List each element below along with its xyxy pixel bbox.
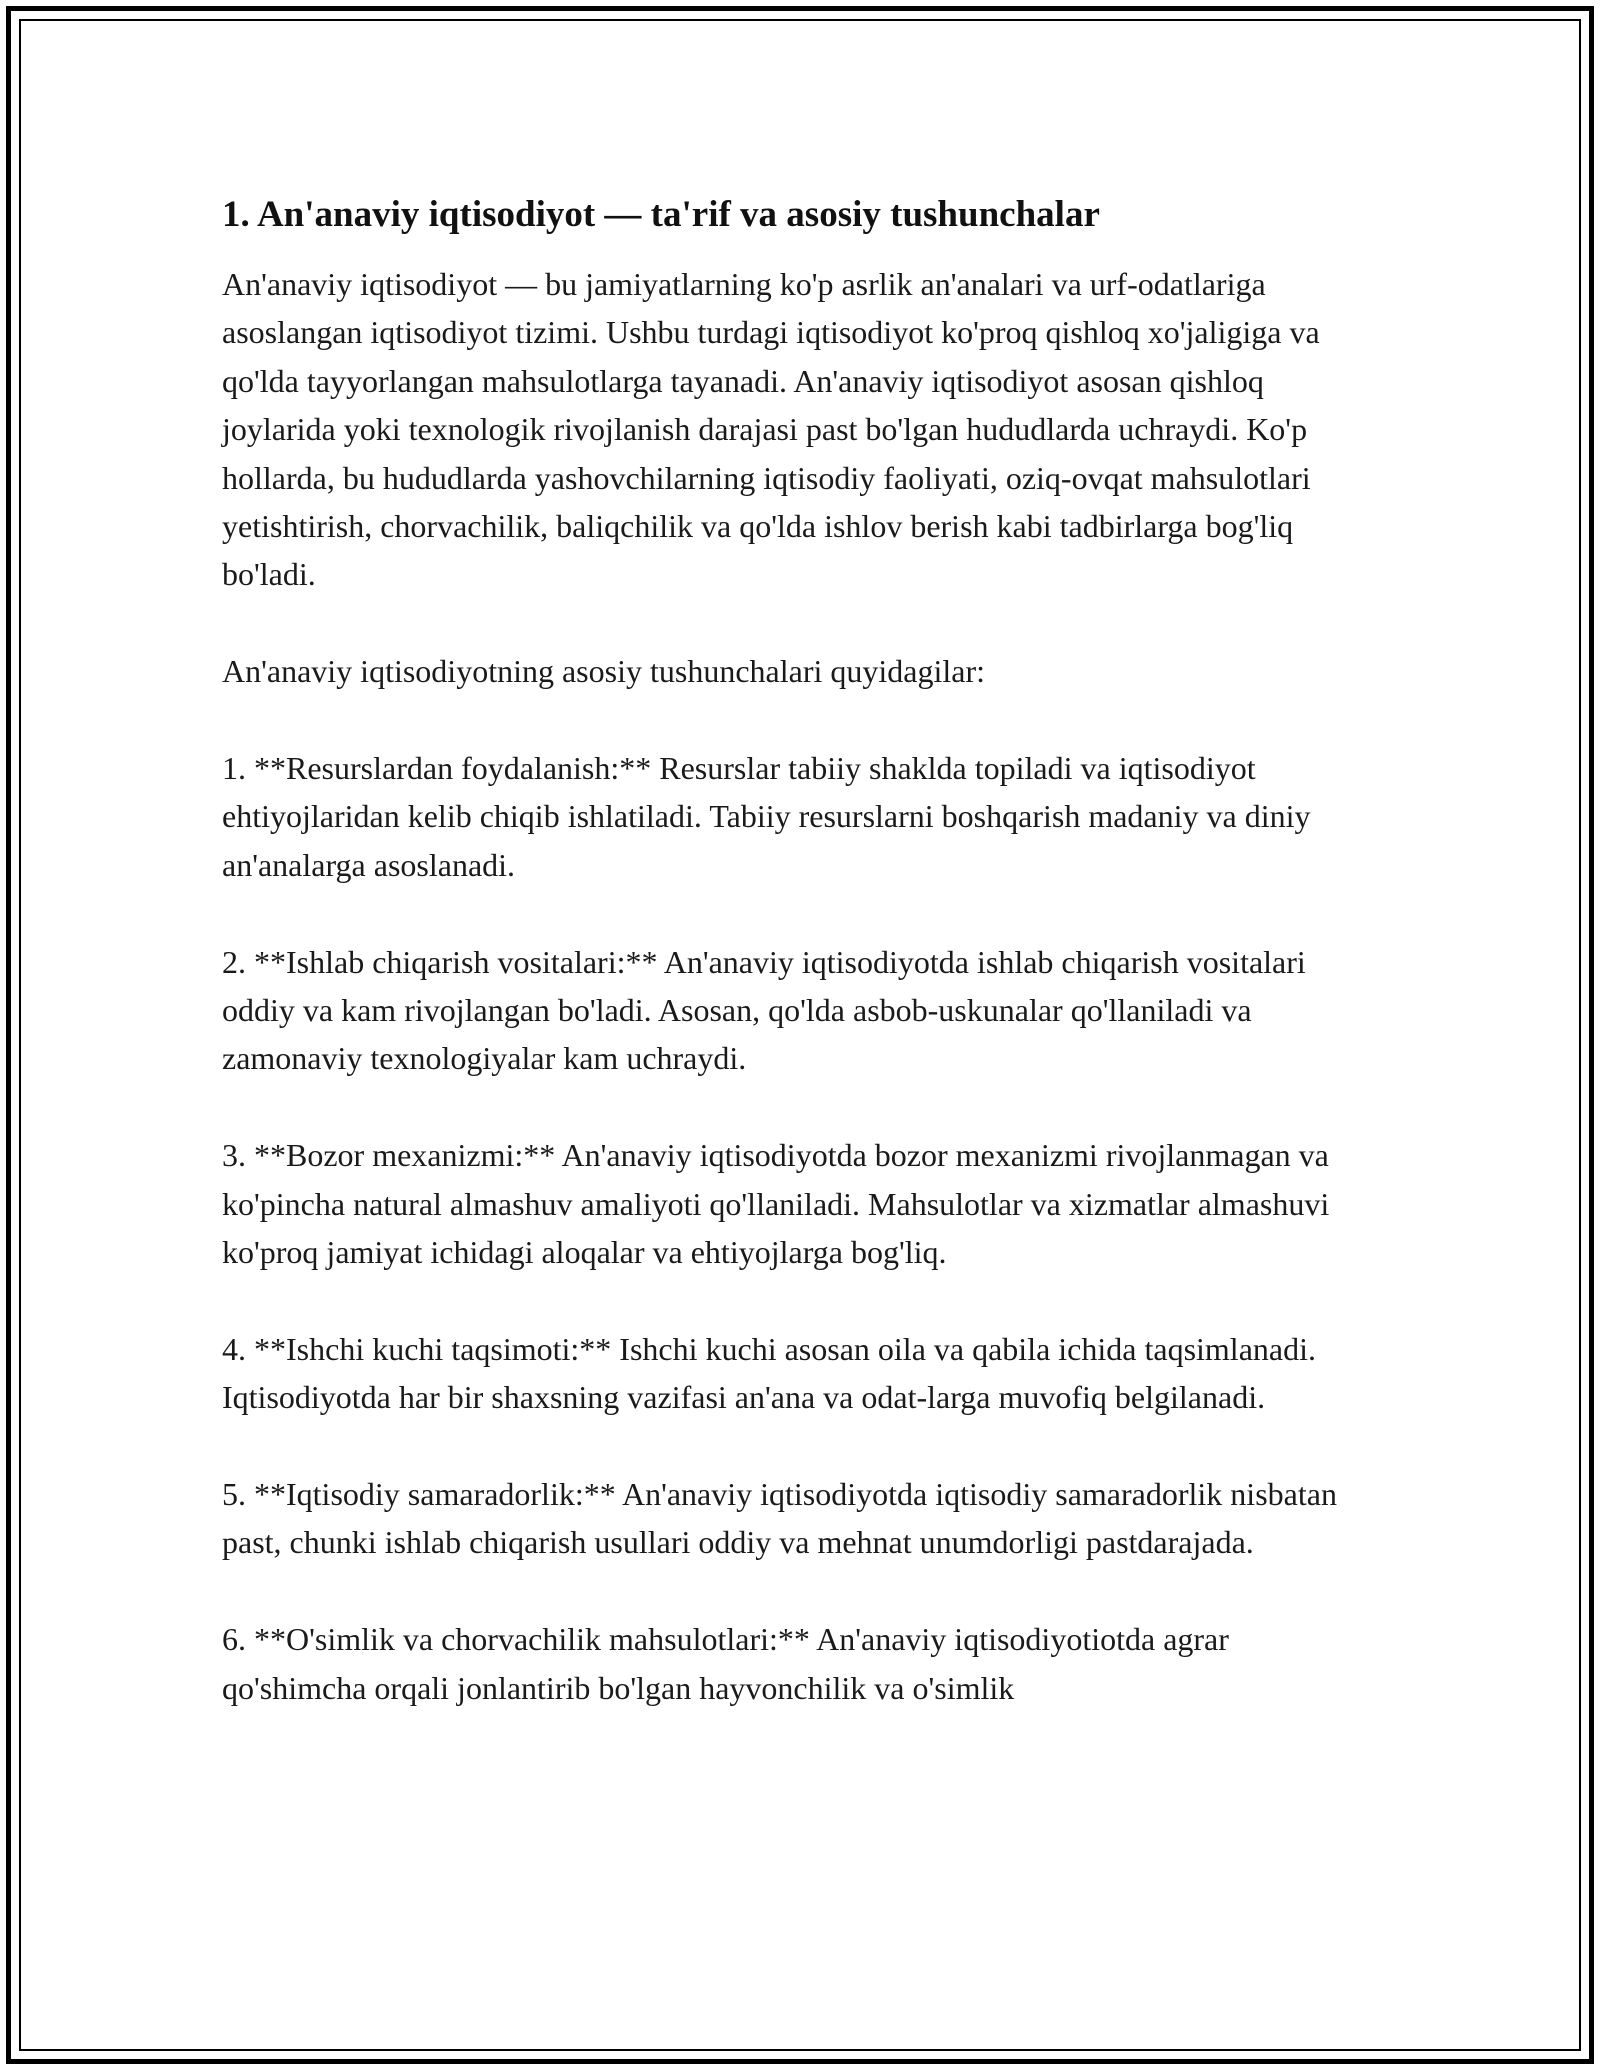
list-item-means-of-production: 2. **Ishlab chiqarish vositalari:** An'anaviy iqtisodiyotda ishlab chiqarish vositalari oddiy va kam rivojlangan bo'ladi. Asosan, qo'lda asbob-uskunalar qo'llaniladi va zamonaviy texnologiyalar kam uchraydi. [222, 943, 1306, 1077]
intro-paragraph: An'anaviy iqtisodiyot — bu jamiyatlarning ko'p asrlik an'analari va urf-odatlariga asoslangan iqtisodiyot tizimi. Ushbu turdagi iqtisodiyot ko'proq qishloq xo'jaligiga va qo'lda tayyorlangan mahsulotlarga tayanadi. An'anaviy iqtisodiyot asosan qishloq joylarida yoki texnologik rivojlanish darajasi past bo'lgan hududlarda uchraydi. Ko'p hollarda, bu hududlarda yashovchilarning iqtisodiy faoliyati, oziq-ovqat mahsulotlari yetishtirish, chorvachilik, baliqchilik va qo'lda ishlov berish kabi tadbirlarga bog'liq bo'ladi. [222, 266, 1320, 593]
list-item-resources: 1. **Resurslardan foydalanish:** Resurslar tabiiy shaklda topiladi va iqtisodiyot ehtiyojlaridan kelib chiqib ishlatiladi. Tabiiy resurslarni boshqarish madaniy va diniy an'analarga asoslanadi. [222, 750, 1311, 883]
list-item-plant-livestock-products: 6. **O'simlik va chorvachilik mahsulotlari:** An'anaviy iqtisodiyotiotda agrar qo'shimcha orqali jonlantirib bo'lgan hayvonchilik va o'simlik [222, 1621, 1229, 1706]
list-item-market-mechanism: 3. **Bozor mexanizmi:** An'anaviy iqtisodiyotda bozor mexanizmi rivojlanmagan va ko'pincha natural almashuv amaliyoti qo'llaniladi. Mahsulotlar va xizmatlar almashuvi ko'proq jamiyat ichidagi aloqalar va ehtiyojlarga bog'liq. [222, 1137, 1330, 1271]
list-item-economic-efficiency: 5. **Iqtisodiy samaradorlik:** An'anaviy iqtisodiyotda iqtisodiy samaradorlik nisbatan past, chunki ishlab chiqarish usullari oddiy va mehnat unumdorligi pastdarajada. [222, 1476, 1337, 1561]
list-item-labor-division: 4. **Ishchi kuchi taqsimoti:** Ishchi kuchi asosan oila va qabila ichida taqsimlanadi. Iqtisodiyotda har bir shaxsning vazifasi an'ana va odat-larga muvofiq belgilanadi. [222, 1330, 1316, 1416]
document-body [222, 170, 1372, 1712]
concepts-lead-paragraph: An'anaviy iqtisodiyotning asosiy tushunchalari quyidagilar: [222, 653, 985, 690]
section-heading: 1. An'anaviy iqtisodiyot — ta'rif va asosiy tushunchalar [222, 194, 1100, 235]
